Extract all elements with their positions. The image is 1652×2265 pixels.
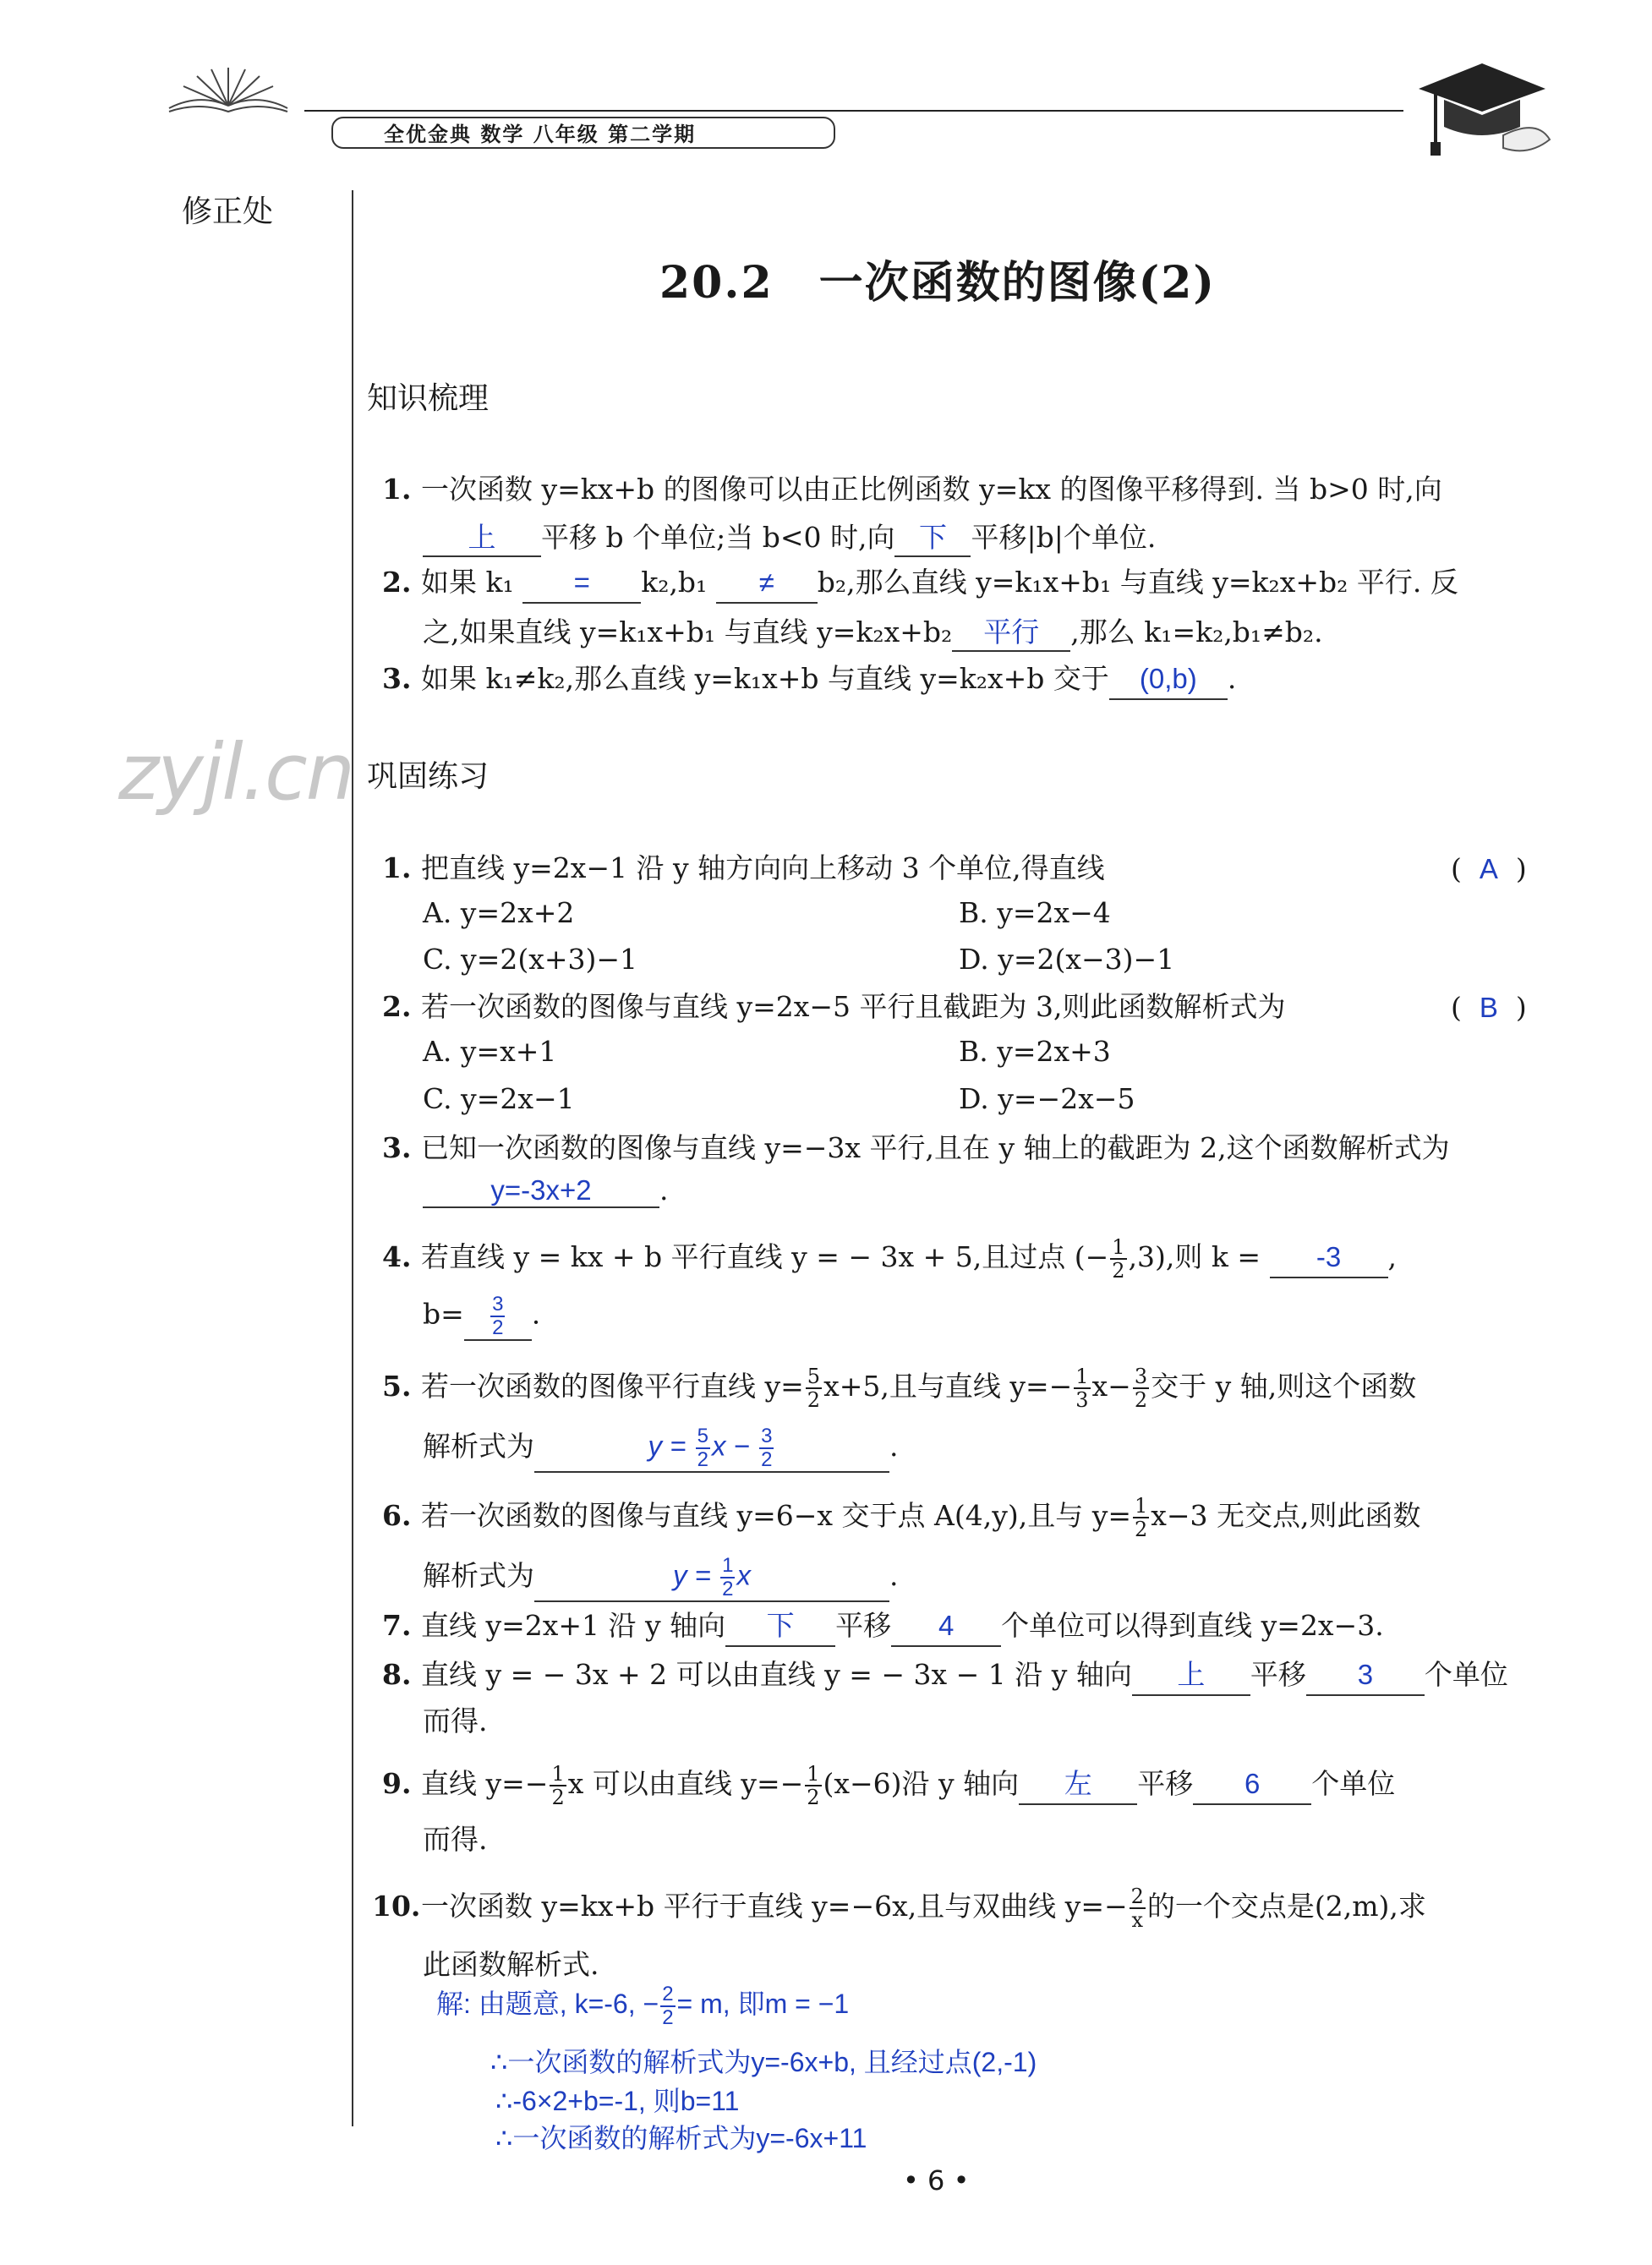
knowledge-q2-line2: 之,如果直线 y=k₁x+b₁ 与直线 y=k₂x+b₂ 平行 ,那么 k₁=k₂,b₁≠b₂. <box>423 610 1323 652</box>
option-d: D. y=−2x−5 <box>959 1082 1135 1115</box>
practice-q10-line1: 10.一次函数 y=kx+b 平行于直线 y=−6x,且与双曲线 y=− $\frac{2}{x}$ 的一个交点是(2,m),求 <box>372 1885 1426 1932</box>
watermark: zyjl.cn <box>118 727 353 818</box>
option-c: C. y=2(x+3)−1 <box>423 943 637 976</box>
practice-q6-line1: 6. 若一次函数的图像与直线 y=6−x 交于点 A(4,y),且与 y= $\frac{1}{2}$ x−3 无交点,则此函数 <box>382 1494 1421 1541</box>
answer-blank[interactable]: 4 <box>891 1606 1001 1647</box>
practice-q8-line2: 而得. <box>423 1704 488 1737</box>
answer-bracket: ( A ) <box>1451 852 1527 885</box>
practice-q1: 1. 把直线 y=2x−1 沿 y 轴方向向上移动 3 个单位,得直线 <box>382 851 1105 884</box>
practice-q4-line2: b= $\frac{3}{2}$ . <box>423 1293 541 1339</box>
graduation-cap-icon <box>1410 59 1554 161</box>
answer-blank[interactable]: -3 <box>1270 1238 1388 1278</box>
option-b: B. y=2x−4 <box>959 896 1111 929</box>
answer-blank[interactable]: 6 <box>1193 1764 1311 1805</box>
page-title: 20.2 一次函数的图像(2) <box>659 257 1217 309</box>
answer-blank[interactable]: 下 <box>725 1606 835 1647</box>
option-a: A. y=x+1 <box>423 1035 557 1068</box>
solution-line-4: ∴一次函数的解析式为y=-6x+11 <box>495 2123 867 2153</box>
option-b: B. y=2x+3 <box>959 1035 1111 1068</box>
page-number: • 6 • <box>903 2164 970 2197</box>
knowledge-q3: 3. 如果 k₁≠k₂,那么直线 y=k₁x+b 与直线 y=k₂x+b 交于 (0,b) . <box>382 659 1236 700</box>
knowledge-q2-line1: 2. 如果 k₁ = k₂,b₁ ≠ b₂,那么直线 y=k₁x+b₁ 与直线 y=k₂x+b₂ 平行. 反 <box>382 563 1458 604</box>
answer-blank[interactable]: $\frac{3}{2}$ <box>464 1294 532 1341</box>
answer-blank[interactable]: 下 <box>894 516 971 557</box>
choice-answer[interactable]: B <box>1479 992 1498 1023</box>
answer-blank[interactable]: 3 <box>1306 1655 1425 1696</box>
practice-q4-line1: 4. 若直线 y = kx + b 平行直线 y = − 3x + 5,且过点 (− $\frac{1}{2}$ ,3),则 k = -3 , <box>382 1235 1398 1283</box>
practice-q3-line1: 3. 已知一次函数的图像与直线 y=−3x 平行,且在 y 轴上的截距为 2,这个函数解析式为 <box>382 1131 1450 1164</box>
answer-blank[interactable]: y = $\frac{1}{2}$ x <box>534 1555 889 1602</box>
practice-q6-line2: 解析式为 y = $\frac{1}{2}$ x . <box>423 1554 899 1601</box>
book-icon <box>165 59 292 118</box>
answer-blank[interactable]: ≠ <box>716 563 818 604</box>
section-knowledge: 知识梳理 <box>367 381 490 416</box>
margin-divider <box>352 190 353 2126</box>
option-d: D. y=2(x−3)−1 <box>959 943 1175 976</box>
practice-q9-line2: 而得. <box>423 1823 488 1856</box>
practice-q3-line2: y=-3x+2 . <box>423 1174 669 1208</box>
option-c: C. y=2x−1 <box>423 1082 575 1115</box>
practice-q5-line1: 5. 若一次函数的图像平行直线 y= $\frac{5}{2}$ x+5,且与直线 y=− $\frac{1}{3}$ x− $\frac{3}{2}$ 交于 y 轴,则这个函数 <box>382 1365 1417 1412</box>
option-a: A. y=2x+2 <box>423 896 575 929</box>
choice-answer[interactable]: A <box>1479 853 1498 884</box>
solution-line-2: ∴一次函数的解析式为y=-6x+b, 且经过点(2,-1) <box>490 2047 1037 2077</box>
answer-blank[interactable]: (0,b) <box>1109 659 1228 700</box>
section-practice: 巩固练习 <box>367 759 490 794</box>
practice-q2: 2. 若一次函数的图像与直线 y=2x−5 平行且截距为 3,则此函数解析式为 <box>382 990 1286 1023</box>
answer-blank[interactable]: = <box>522 563 641 604</box>
practice-q5-line2: 解析式为 y = $\frac{5}{2}$ x − $\frac{3}{2}$ . <box>423 1425 899 1472</box>
practice-q7: 7. 直线 y=2x+1 沿 y 轴向 下 平移 4 个单位可以得到直线 y=2x−3. <box>382 1606 1384 1647</box>
solution-line-1: 解: 由题意, k=-6, − $\frac{2}{2}$ = m, 即m = −1 <box>436 1982 850 2029</box>
answer-blank[interactable]: y=-3x+2 <box>423 1174 659 1208</box>
answer-bracket: ( B ) <box>1451 991 1527 1024</box>
practice-q10-line2: 此函数解析式. <box>423 1948 599 1981</box>
knowledge-q1-line2: 上 平移 b 个单位;当 b<0 时,向 下 平移|b|个单位. <box>423 516 1156 557</box>
answer-blank[interactable]: y = $\frac{5}{2}$ x − $\frac{3}{2}$ <box>534 1425 889 1473</box>
practice-q9-line1: 9. 直线 y=− $\frac{1}{2}$ x 可以由直线 y=− $\frac{1}{2}$ (x−6)沿 y 轴向 左 平移 6 个单位 <box>382 1762 1396 1809</box>
practice-q8-line1: 8. 直线 y = − 3x + 2 可以由直线 y = − 3x − 1 沿 y 轴向 上 平移 3 个单位 <box>382 1655 1508 1696</box>
answer-blank[interactable]: 上 <box>423 516 541 557</box>
header-rule <box>304 110 1403 112</box>
answer-blank[interactable]: 左 <box>1019 1764 1137 1805</box>
knowledge-q1-line1: 1. 一次函数 y=kx+b 的图像可以由正比例函数 y=kx 的图像平移得到. 当 b>0 时,向 <box>382 473 1442 506</box>
answer-blank[interactable]: 平行 <box>952 610 1070 652</box>
answer-blank[interactable]: 上 <box>1132 1655 1250 1696</box>
margin-label: 修正处 <box>182 194 274 229</box>
solution-line-3: ∴-6×2+b=-1, 则b=11 <box>495 2086 740 2116</box>
book-title: 全优金典 数学 八年级 第二学期 <box>331 117 835 149</box>
